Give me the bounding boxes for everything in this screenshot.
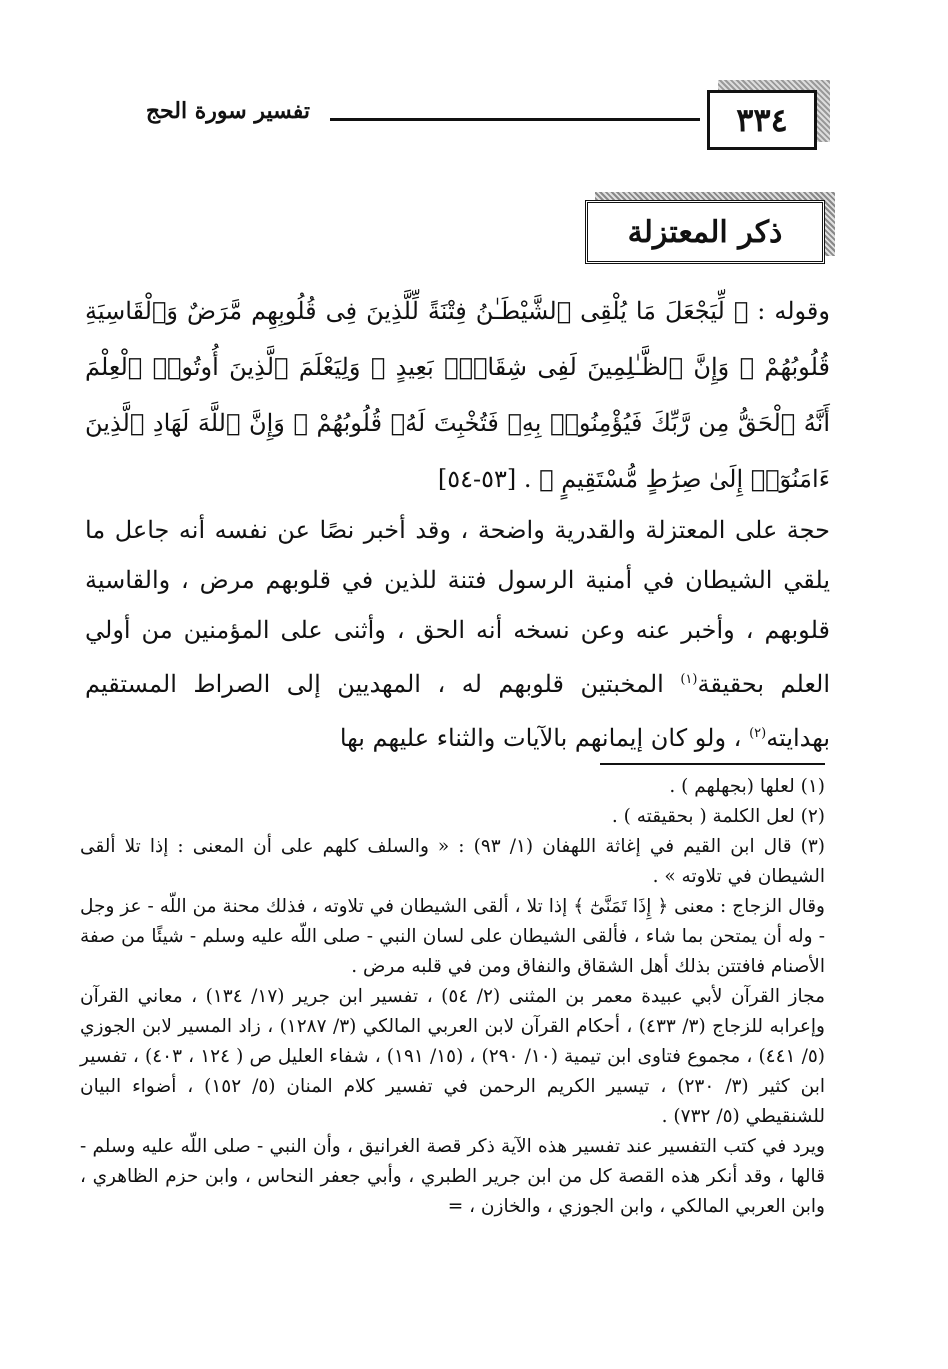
footnote-2: (٢) لعل الكلمة ( بحقيقته ) . [611, 806, 825, 827]
footnote-3-sources: مجاز القرآن لأبي عبيدة معمر بن المثنى (٢/ ٥٤) ، تفسير ابن جرير (١٧/ ١٣٤) ، معاني القرآن وإعرابه للزجاج (٣/ ٤٣٣) ، أحكام القرآن لابن العربي المالكي (٣/ ١٢٨٧) ، زاد المسير لابن الجوزي (٥/ ٤٤١) ، مجموع فتاوى ابن تيمية (١٠/ ٢٩٠) ، (١٥/ ١٩١) ، شفاء العليل ص ( ١٢٤ ، ٤٠٣) ، تفسير ابن كثير (٣/ ٢٣٠) ، تيسير الكريم الرحمن في تفسير كلام المنان (٥/ ١٥٢) ، أضواء البيان للشنقيطي (٥/ ٧٣٢) . [80, 986, 825, 1127]
footnote-3: (٣) قال ابن القيم في إغاثة اللهفان (١/ ٩٣) : « والسلف كلهم على أن المعنى : إذا تلا ألقى الشيطان في تلاوته » . [80, 836, 825, 887]
footnote-3-zajjaj: وقال الزجاج : معنى ﴿ إِذَا تَمَنَّىٰٓ ﴾ إذا تلا ، ألقى الشيطان في تلاوته ، فذلك محنة من اللّه - عز وجل - وله أن يمتحن بما شاء ، فألقى الشيطان على لسان النبي - صلى اللّه عليه وسلم - شيئًا من صفة الأصنام فافتتن بذلك أهل الشقاق والنفاق ومن في قلبه مرض . [80, 896, 825, 977]
body-text-part-2: المخبتين قلوبهم له ، المهديين إلى الصراط المستقيم بهدايته [85, 670, 830, 752]
footnote-3-gharaniq: ويرد في كتب التفسير عند تفسير هذه الآية ذكر قصة الغرانيق ، وأن النبي - صلى اللّه عليه وسلم - قالها ، وقد أنكر هذه القصة كل من ابن جرير الطبري ، وأبي جعفر النحاس ، وابن حزم الظاهري ، وابن العربي المالكي ، وابن الجوزي ، والخازن ، = [80, 1136, 825, 1217]
running-title: تفسير سورة الحج [145, 98, 310, 124]
footnote-rule [600, 763, 825, 765]
body-text-part-3: ، ولو كان إيمانهم بالآيات والثناء عليهم بها [339, 724, 750, 752]
footnote-ref-2: (٢) [749, 726, 767, 741]
footnote-1: (١) لعلها (بجهلهم ) . [669, 776, 825, 797]
quran-quote [85, 283, 830, 507]
header-rule [330, 118, 700, 121]
section-heading: ذكر المعتزلة [585, 200, 825, 264]
footnotes [80, 772, 825, 1222]
body-paragraph [85, 505, 830, 763]
body-text-part-1: حجة على المعتزلة والقدرية واضحة ، وقد أخبر نصًا عن نفسه أنه جاعل ما يلقي الشيطان في أمنية الرسول فتنة للذين في قلوبهم مرض ، والقاسية قلوبهم ، وأخبر عنه وعن نسخه أنه الحق ، وأثنى على المؤمنين من أولي العلم بحقيقة [85, 516, 830, 698]
verse-reference: . [٥٣-٥٤] [437, 465, 532, 493]
quote-intro: وقوله : [757, 297, 830, 325]
quran-verse: ﴿ لِّيَجْعَلَ مَا يُلْقِى ٱلشَّيْطَـٰنُ فِتْنَةً لِّلَّذِينَ فِى قُلُوبِهِم مَّرَضٌ وَٱلْقَاسِيَةِ قُلُوبُهُمْ ۗ وَإِنَّ ٱلظَّـٰلِمِينَ لَفِى شِقَاقٍۭ بَعِيدٍ ۞ وَلِيَعْلَمَ ٱلَّذِينَ أُوتُوا۟ ٱلْعِلْمَ أَنَّهُ ٱلْحَقُّ مِن رَّبِّكَ فَيُؤْمِنُوا۟ بِهِۦ فَتُخْبِتَ لَهُۥ قُلُوبُهُمْ ۗ وَإِنَّ ٱللَّهَ لَهَادِ ٱلَّذِينَ ءَامَنُوٓا۟ إِلَىٰ صِرَٰطٍ مُّسْتَقِيمٍ ﴾ [85, 297, 830, 493]
page-number: ٣٣٤ [707, 90, 817, 150]
footnote-ref-1: (١) [680, 672, 698, 687]
